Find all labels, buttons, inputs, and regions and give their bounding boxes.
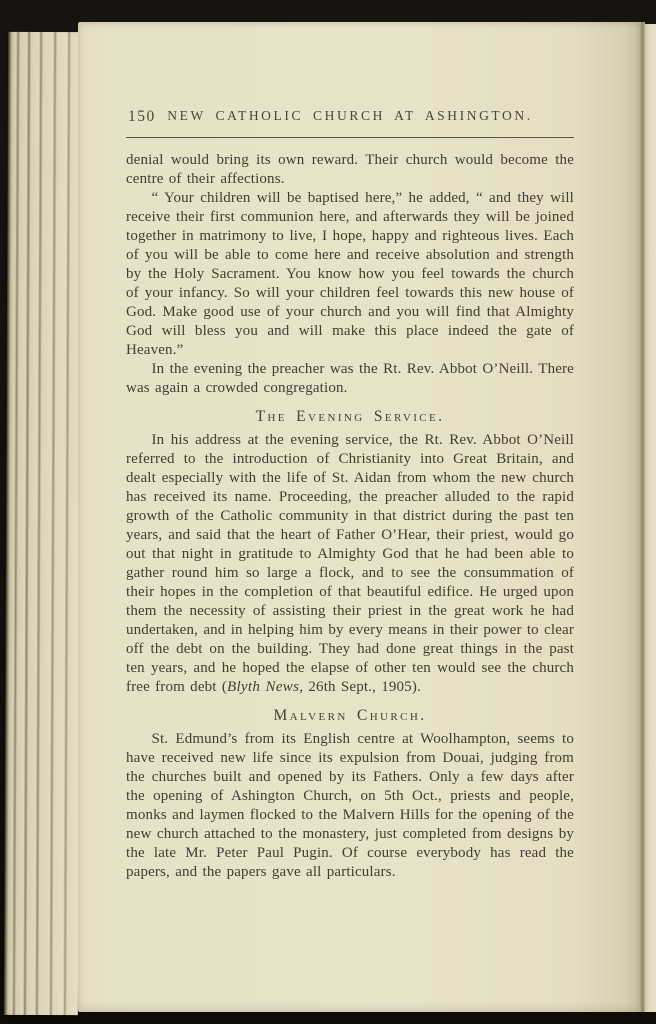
paragraph-continuation: denial would bring its own reward. Their church would become the centre of their affections. (126, 152, 574, 187)
header-rule (126, 137, 574, 138)
paragraph-evening-preacher: In the evening the preacher was the Rt. Rev. Abbot O’Neill. There was again a crowded congregation. (126, 361, 574, 396)
paragraph-evening-address (126, 431, 574, 697)
paragraph-text-after-citation: , 26th Sept., 1905). (299, 679, 421, 695)
running-title: NEW CATHOLIC CHURCH AT ASHINGTON. (167, 108, 533, 123)
section-heading-malvern-church: Malvern Church. (273, 707, 427, 724)
paragraph-sermon-quote: “ Your children will be baptised here,” he added, “ and they will receive their first communion here, and afterwards they will be joined together in matrimony to live, I hope, happy and righteous lives. Each of you will be able to come here and receive absolution and strength by the Holy Sacrament. You know how you feel towards the church of your infancy. So will your children feel towards this new house of God. Make good use of your church and you will find that Almighty God will bless you and will make this place indeed the gate of Heaven.” (126, 190, 574, 358)
running-header (126, 108, 574, 128)
paragraph-malvern: St. Edmund’s from its English centre at Woolhampton, seems to have received new life since its expulsion from Douai, judging from the churches built and opened by its Fathers. Only a few days after the opening of Ashington Church, on 5th Oct., priests and people, monks and laymen flocked to the Malvern Hills for the opening of the new church attached to the monastery, just completed from designs by the late Mr. Peter Paul Pugin. Of course everybody has read the papers, and the papers gave all particulars. (126, 731, 574, 880)
book-page (78, 22, 640, 1012)
citation-italic: Blyth News (226, 679, 300, 695)
section-heading-evening-service: The Evening Service. (255, 408, 445, 425)
adjacent-page-edge (645, 24, 656, 1012)
page-edges-stack (4, 32, 82, 1015)
page-body (126, 151, 574, 882)
paragraph-text-before-citation: In his address at the evening service, the Rt. Rev. Abbot O’Neill referred to the introduction of Christianity into Great Britain, and dealt especially with the life of St. Aidan from whom the new church has received its name. Proceeding, the preacher alluded to the rapid growth of the Catholic community in that district during the past ten years, and said that the heart of Father O’Hear, their priest, would go out that night in gratitude to Almighty God that he had been able to gather round him so large a flock, and to see the consummation of their hopes in the completion of that beautiful edifice. He urged upon them the necessity of assisting their priest in the great work he had undertaken, and in helping him by every means in their power to clear off the debt on the building. They had done great things in the past ten years, and he hoped the elapse of other ten would see the church free from debt ( (126, 432, 574, 695)
page-number: 150 (128, 108, 156, 125)
